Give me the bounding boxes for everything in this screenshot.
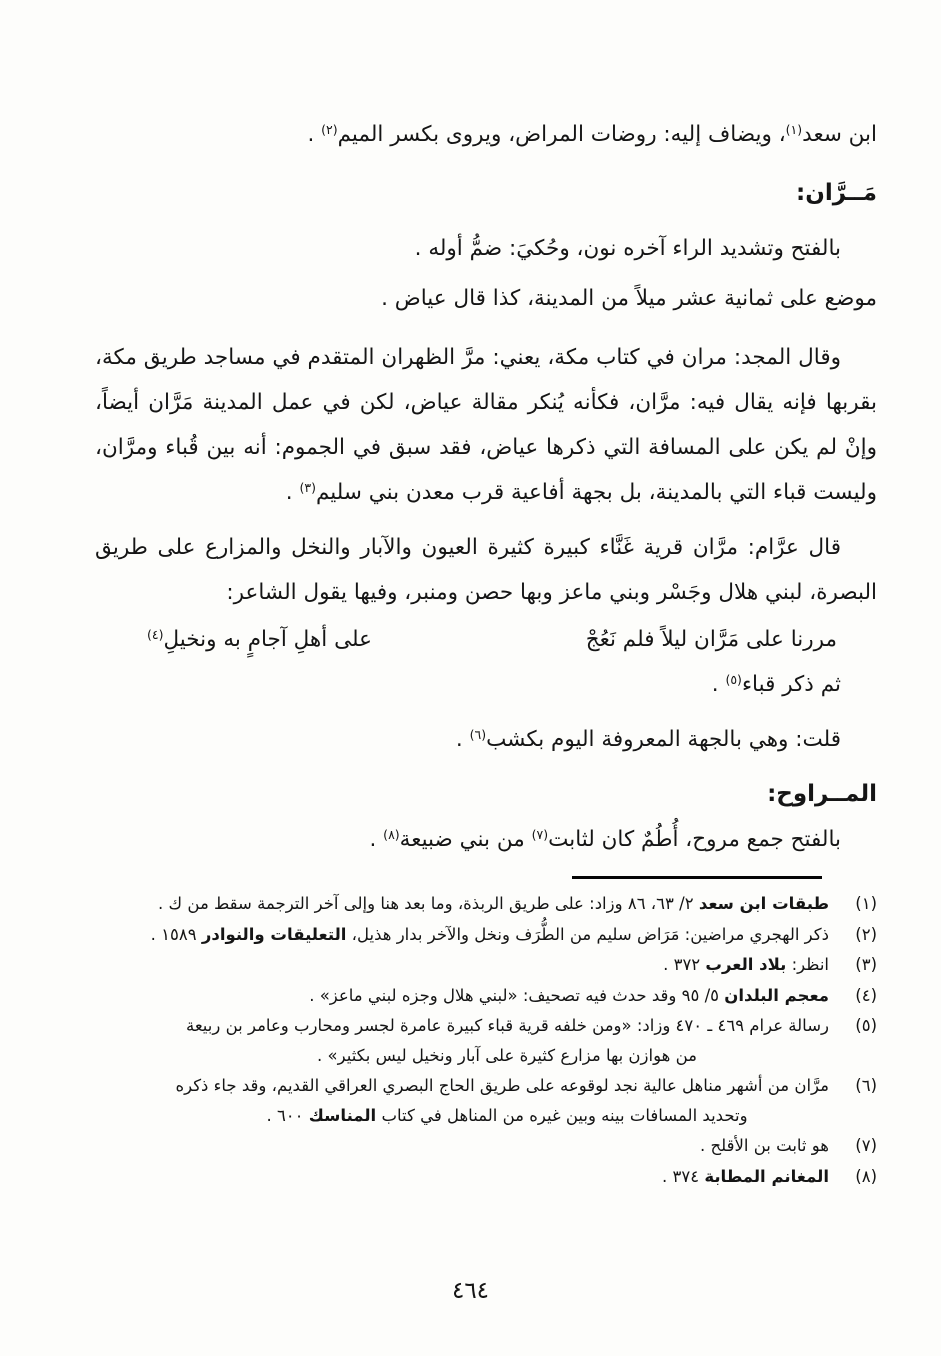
footnote-row [95,1131,877,1161]
text-segment: ابن سعد [802,122,877,147]
text-segment: بالفتح جمع مروح، أُطُمٌ كان لثابت [548,827,841,852]
footnote-marker: (٧) [531,827,549,842]
text-segment: على أهلِ آجامٍ به ونخيلِ [163,627,372,652]
paragraph-qultu [95,717,877,762]
text-segment: . [455,727,470,752]
footnote-marker: (٤) [147,627,164,642]
text-segment: وقال المجد: مران في كتاب مكة، يعني: مرَّ الظهران المتقدم في مساجد طريق مكة، بقربها فإنه يقال فيه: مرَّان، فكأنه يُنكر مقالة عياض، لكن في عمل المدينة مَرَّان أيضاً، وإنْ لم يكن على المسافة التي ذكرها عياض، فقد سبق في الجموم: أنه بين قُباء ومرَّان، وليست قباء التي بالمدينة، بل بجهة أفاعية قرب معدن بني سليم [95,345,877,505]
footnote-continuation [95,1101,829,1131]
paragraph-marawih-fath [95,817,877,862]
page-number: ٤٦٤ [451,1278,490,1304]
footnote-row [95,920,877,950]
text-segment: هو ثابت بن الأقلح . [699,1136,829,1155]
text-segment: ٥/ ٩٥ وقد حدث فيه تصحيف: «لبني هلال وجزه لبني ماعز» . [309,985,725,1005]
footnote-marker: (٨) [383,827,400,842]
footnote-marker: (٣) [299,480,316,495]
footnote-number: (٥) [855,1016,877,1035]
footnote-marker: (٦) [469,727,487,742]
text-segment: ذكر الهجري مراضين: مَرَاض سليم من الطُّرَف ونخل والآخر بدار هذيل، [346,924,829,944]
text-segment: ٢/ ٦٣، ٨٦ وزاد: على طريق الربذة، وما بعد هنا وإلى آخر الترجمة سقط من ك . [158,894,699,913]
footnote-text [95,1162,829,1192]
paragraph-mawdi: موضع على ثمانية عشر ميلاً من المدينة، كذا قال عياض . [381,286,877,311]
poetry-verse [95,617,877,662]
footnote-line [95,1071,829,1101]
text-segment: من هوازن بها مزارع كثيرة على آبار ونخيل ليس بكثير» . [317,1045,697,1065]
footnotes-section [95,889,877,1191]
text-segment: المناسك [308,1105,377,1125]
footnote-marker: (١) [785,122,803,137]
footnote-number: (٨) [855,1166,877,1186]
footnote-number: (٣) [855,955,877,974]
text-segment: ٣٧٢ . [663,955,706,974]
entry-heading-marawih: المــراوح: [767,781,877,807]
text-segment: ٦٠٠ . [266,1105,309,1125]
text-segment: انظر: [786,955,829,974]
footnote-row [95,1071,877,1130]
text-segment: ٣٧٤ . [661,1166,705,1186]
footnote-continuation [95,1041,829,1071]
paragraph-thumma [95,662,877,707]
footnote-row [95,1162,877,1192]
footnote-text [95,950,829,980]
text-segment: ثم ذكر قباء [741,672,841,697]
verse-hemistich-1: مررنا على مَرَّان ليلاً فلم نَعُجْ [585,627,837,652]
paragraph-fath: بالفتح وتشديد الراء آخره نون، وحُكيَ: ضمُّ أوله . [414,236,841,261]
text-segment: . [307,122,322,147]
footnote-text [95,1011,829,1070]
paragraph-arram: قال عرَّام: مرَّان قرية غَنَّاء كبيرة كثيرة العيون والآبار والنخل والمزارع على طريق البصرة، لبني هلال وجَسْر وبني ماعز وبها حصن ومنبر، وفيها يقول الشاعر: [95,535,877,605]
footnote-text [95,1071,829,1130]
text-segment: . [711,672,726,697]
text-segment: ، ويضاف إليه: روضات المراض، ويروى بكسر الميم [337,122,786,147]
entry-heading-marran: مَــرَّان: [796,180,877,206]
paragraph-majd [95,335,877,515]
footnote-text [95,981,829,1011]
footnote-row [95,950,877,980]
footnote-number: (٢) [855,924,877,944]
footnote-number: (٦) [855,1076,877,1095]
footnote-separator [572,876,822,879]
intro-line [95,112,877,157]
text-segment: التعليقات والنوادر [201,924,347,944]
text-segment: . [369,827,384,852]
text-segment: وتحديد المسافات بينه وبين غيره من المناهل في كتاب [376,1105,748,1125]
footnote-marker: (٢) [321,122,338,137]
footnote-number: (٧) [855,1136,877,1155]
text-segment: رسالة عرام ٤٦٩ ـ ٤٧٠ وزاد: «ومن خلفه قرية قباء كبيرة عامرة لجسر ومحارب وعامر بن ربيعة [185,1016,829,1035]
main-text-block [95,112,877,1192]
footnote-row [95,1011,877,1070]
footnote-marker: (٥) [725,672,742,687]
text-segment: معجم البلدان [724,985,829,1005]
footnote-number: (٤) [855,985,877,1005]
footnote-text [95,920,829,950]
footnote-number: (١) [855,894,877,913]
footnote-row [95,981,877,1011]
footnote-line [95,1011,829,1041]
footnote-text [95,1131,829,1161]
text-segment: طبقات ابن سعد [698,894,829,913]
text-segment: المغانم المطابة [704,1166,829,1186]
text-segment: من بني ضبيعة [399,827,532,852]
text-segment: مرَّان من أشهر مناهل عالية نجد لوقوعه على طريق الحاج البصري العراقي القديم، وقد جاء ذكره [175,1076,829,1095]
text-segment: قلت: وهي بالجهة المعروفة اليوم بكشب [486,727,841,752]
text-segment: . [285,480,300,505]
text-segment: بلاد العرب [705,955,787,974]
footnote-text [95,889,829,919]
text-segment: ١٥٨٩ . [150,924,202,944]
footnote-row [95,889,877,919]
verse-hemistich-2 [147,617,372,662]
